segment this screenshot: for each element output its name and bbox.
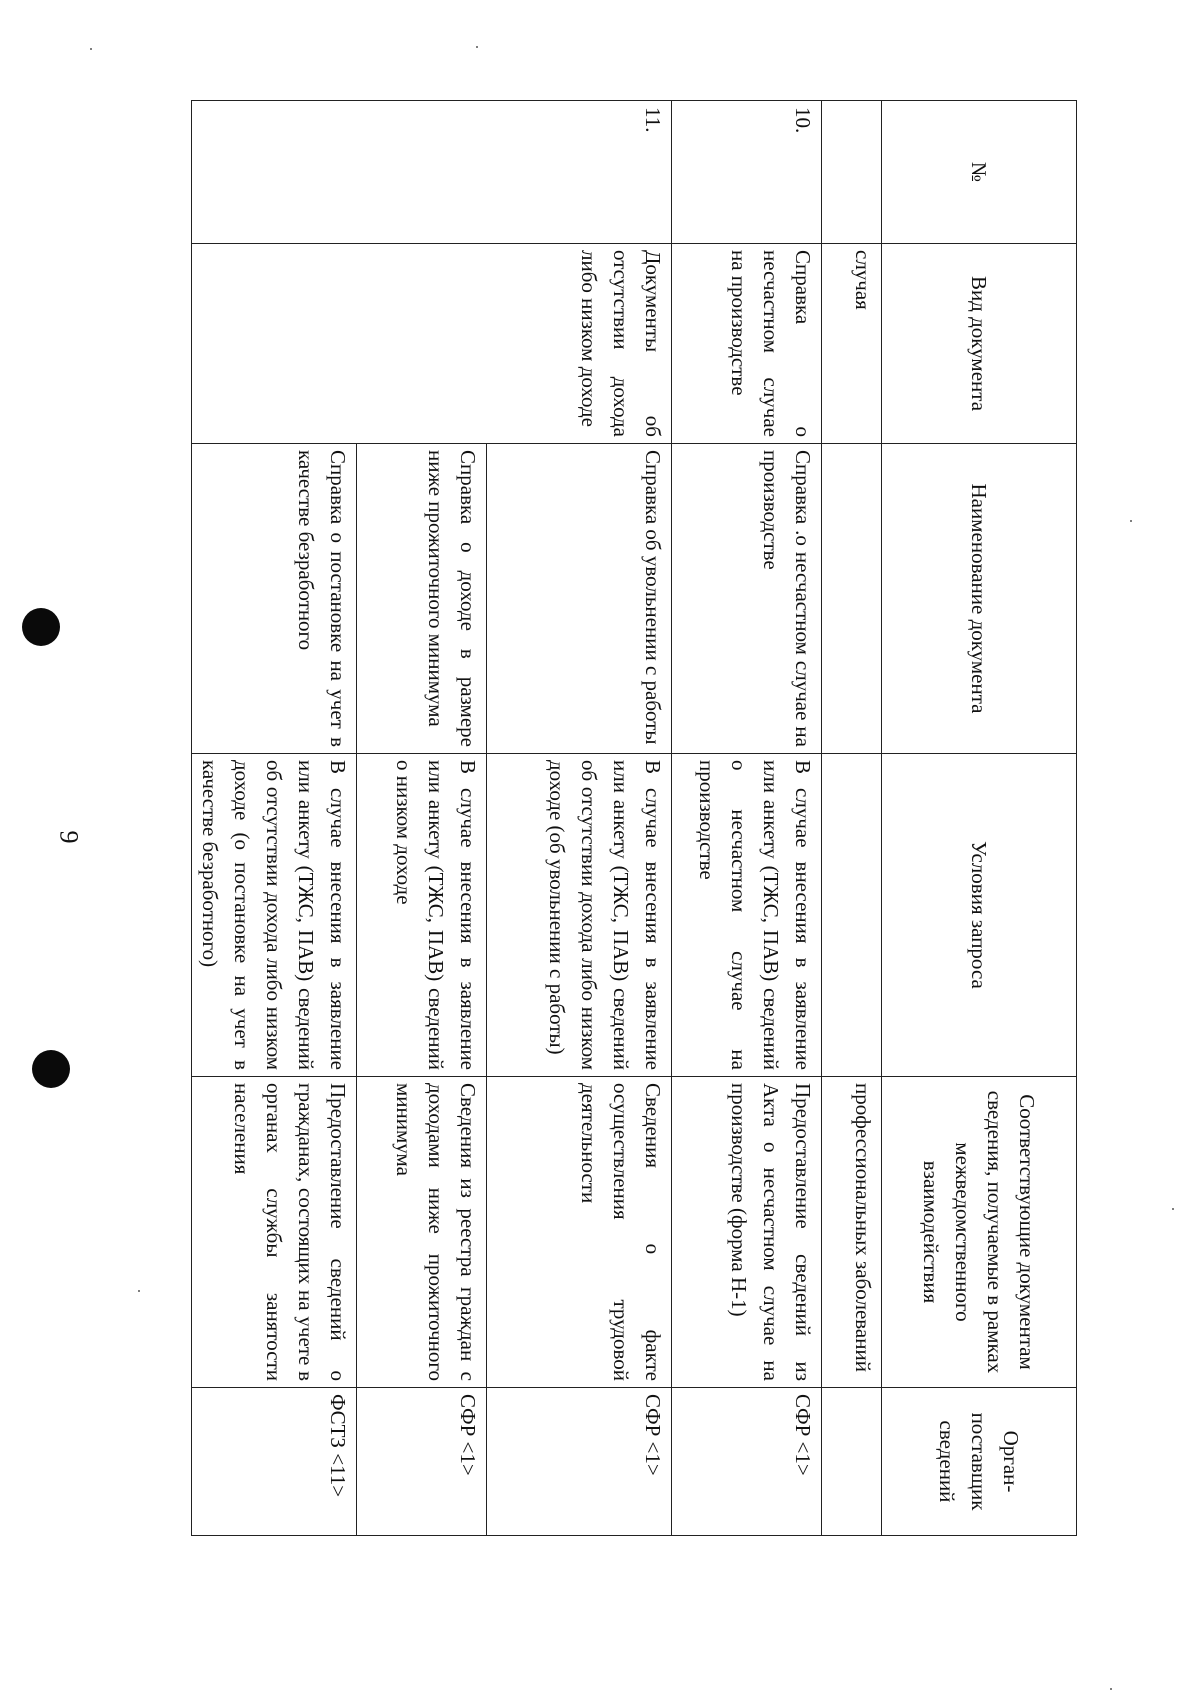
cell-document-name: Справка .о несчастном случае на производстве — [672, 444, 822, 754]
cell-document-type — [357, 244, 487, 444]
cell-number — [357, 101, 487, 244]
punch-hole-bottom — [32, 1050, 70, 1088]
rotated-table-container — [198, 100, 1077, 1535]
header-number: № — [882, 101, 1077, 244]
cell-document-type — [192, 244, 357, 444]
table-row-11-b — [357, 101, 487, 1536]
document-table — [191, 100, 1077, 1536]
cell-provider: СФР <1> — [487, 1388, 672, 1536]
cell-interagency-info: Предоставление сведений из Акта о несчастном случае на производстве (форма Н-1) — [672, 1077, 822, 1388]
cell-provider: СФР <1> — [357, 1388, 487, 1536]
cell-document-name — [822, 444, 882, 754]
cell-document-type: Справка о несчастном случае на производстве — [672, 244, 822, 444]
cell-document-type: случая — [822, 244, 882, 444]
cell-document-name: Справка о постановке на учет в качестве безработного — [192, 444, 357, 754]
scan-speck — [1110, 1688, 1112, 1690]
cell-provider — [822, 1388, 882, 1536]
scan-speck — [476, 46, 478, 48]
cell-request-condition: В случае внесения в заявление или анкету (ТЖС, ПАВ) сведений об отсутствии дохода либо низком доходе (об увольнении с работы) — [487, 754, 672, 1077]
table-row-continuation — [822, 101, 882, 1536]
scan-speck — [138, 1290, 140, 1292]
header-request-condition: Условия запроса — [882, 754, 1077, 1077]
cell-number — [822, 101, 882, 244]
cell-number — [192, 101, 357, 244]
table-row-11-a — [487, 101, 672, 1536]
table-row-11-c — [192, 101, 357, 1536]
header-interagency-info: Соответствующие документам сведения, получаемые в рамках межведомственного взаимодействия — [882, 1077, 1077, 1388]
scan-speck — [90, 48, 92, 50]
cell-request-condition: В случае внесения в заявление или анкету (ТЖС, ПАВ) сведений о несчастном случае на производстве — [672, 754, 822, 1077]
cell-document-name: Справка о доходе в размере ниже прожиточного минимума — [357, 444, 487, 754]
cell-provider: СФР <1> — [672, 1388, 822, 1536]
cell-request-condition: В случае внесения в заявление или анкету (ТЖС, ПАВ) сведений о низком доходе — [357, 754, 487, 1077]
header-provider: Орган-поставщик сведений — [882, 1388, 1077, 1536]
cell-interagency-info: Сведения из реестра граждан с доходами ниже прожиточного минимума — [357, 1077, 487, 1388]
header-document-name: Наименование документа — [882, 444, 1077, 754]
cell-document-type: Документы об отсутствии дохода либо низком доходе — [487, 244, 672, 444]
table-row-10 — [672, 101, 822, 1536]
scan-speck — [1172, 1208, 1174, 1210]
header-document-type: Вид документа — [882, 244, 1077, 444]
cell-interagency-info: Предоставление сведений о гражданах, состоящих на учете в органах службы занятости населения — [192, 1077, 357, 1388]
cell-number: 10. — [672, 101, 822, 244]
cell-request-condition: В случае внесения в заявление или анкету (ТЖС, ПАВ) сведений об отсутствии дохода либо низком доходе (о постановке на учет в качестве безработного) — [192, 754, 357, 1077]
cell-request-condition — [822, 754, 882, 1077]
cell-interagency-info: профессиональных заболеваний — [822, 1077, 882, 1388]
page-number: 9 — [54, 830, 84, 844]
scan-speck — [1130, 520, 1132, 522]
table-header-row — [882, 101, 1077, 1536]
cell-interagency-info: Сведения о факте осуществления трудовой деятельности — [487, 1077, 672, 1388]
cell-document-name: Справка об увольнении с работы — [487, 444, 672, 754]
cell-provider: ФСТЗ <11> — [192, 1388, 357, 1536]
punch-hole-top — [22, 608, 60, 646]
cell-number: 11. — [487, 101, 672, 244]
